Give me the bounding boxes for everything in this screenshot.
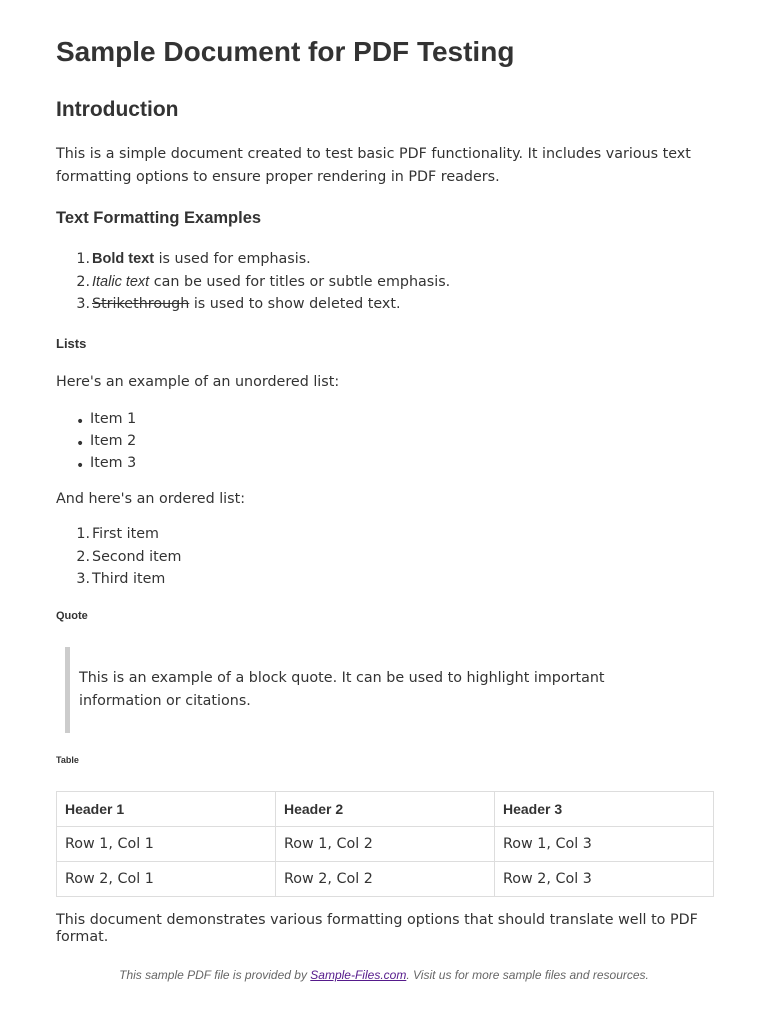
list-item — [56, 293, 450, 316]
list-item-text: Item 2 — [90, 433, 137, 449]
list-item-text: Item 1 — [90, 411, 137, 427]
italic-text: Italic text — [92, 273, 150, 290]
table-header-cell: Header 2 — [276, 792, 495, 827]
table-cell: Row 2, Col 2 — [276, 862, 495, 897]
table-header-cell: Header 3 — [495, 792, 714, 827]
quote-text: This is an example of a block quote. It can be used to highlight important information or citations. — [79, 670, 605, 709]
sample-files-link[interactable]: Sample-Files.com — [310, 968, 407, 982]
list-item — [56, 523, 181, 546]
list-number: 3. — [76, 571, 90, 587]
table-row — [57, 862, 714, 897]
list-item — [56, 430, 136, 452]
bullet-icon: • — [76, 414, 85, 430]
list-item — [56, 452, 136, 474]
lists-heading: Lists — [56, 336, 87, 351]
bullet-icon: • — [76, 436, 85, 452]
footer-prefix: This sample PDF file is provided by — [119, 968, 311, 982]
table-header-row — [57, 792, 714, 827]
footer-note — [0, 968, 768, 982]
table-cell: Row 2, Col 3 — [495, 862, 714, 897]
list-item-text: First item — [92, 526, 159, 542]
list-item-text: is used for emphasis. — [154, 251, 311, 267]
intro-paragraph: This is a simple document created to test basic PDF functionality. It includes various text formatting options to ensure proper rendering in PDF readers. — [56, 146, 691, 185]
intro-heading: Introduction — [56, 98, 179, 121]
table-row — [57, 827, 714, 862]
list-item-text: Second item — [92, 548, 182, 565]
formatting-heading: Text Formatting Examples — [56, 209, 262, 227]
list-item-text: Item 3 — [90, 455, 137, 471]
document-title: Sample Document for PDF Testing — [56, 36, 515, 67]
list-item-text: Third item — [92, 571, 166, 587]
unordered-intro: Here's an example of an unordered list: — [56, 374, 340, 390]
table-cell: Row 1, Col 3 — [495, 827, 714, 862]
table-cell: Row 2, Col 1 — [57, 862, 276, 897]
ordered-intro: And here's an ordered list: — [56, 491, 246, 507]
list-number: 1. — [76, 251, 90, 267]
list-item-text: is used to show deleted text. — [189, 296, 401, 312]
table-header-cell: Header 1 — [57, 792, 276, 827]
unordered-list — [56, 408, 136, 474]
table-cell: Row 1, Col 1 — [57, 827, 276, 862]
list-number: 1. — [76, 526, 90, 542]
ordered-list — [56, 523, 181, 591]
list-item — [56, 408, 136, 430]
list-number: 2. — [76, 548, 90, 565]
list-item — [56, 271, 450, 294]
list-number: 3. — [76, 296, 90, 312]
block-quote — [65, 647, 665, 733]
formatting-list — [56, 248, 450, 316]
footer-suffix: . Visit us for more sample files and resources. — [406, 968, 649, 982]
quote-heading: Quote — [56, 610, 88, 622]
table-heading: Table — [56, 755, 79, 765]
bold-text: Bold text — [92, 251, 155, 267]
list-item — [56, 546, 181, 569]
list-number: 2. — [76, 273, 90, 290]
closing-paragraph: This document demonstrates various formatting options that should translate well to PDF format. — [56, 912, 698, 945]
bullet-icon: • — [76, 458, 85, 474]
table-cell: Row 1, Col 2 — [276, 827, 495, 862]
list-item-text: can be used for titles or subtle emphasis. — [149, 273, 451, 290]
strikethrough-text: Strikethrough — [92, 296, 190, 312]
list-item — [56, 568, 181, 591]
list-item — [56, 248, 450, 271]
data-table — [56, 791, 714, 897]
